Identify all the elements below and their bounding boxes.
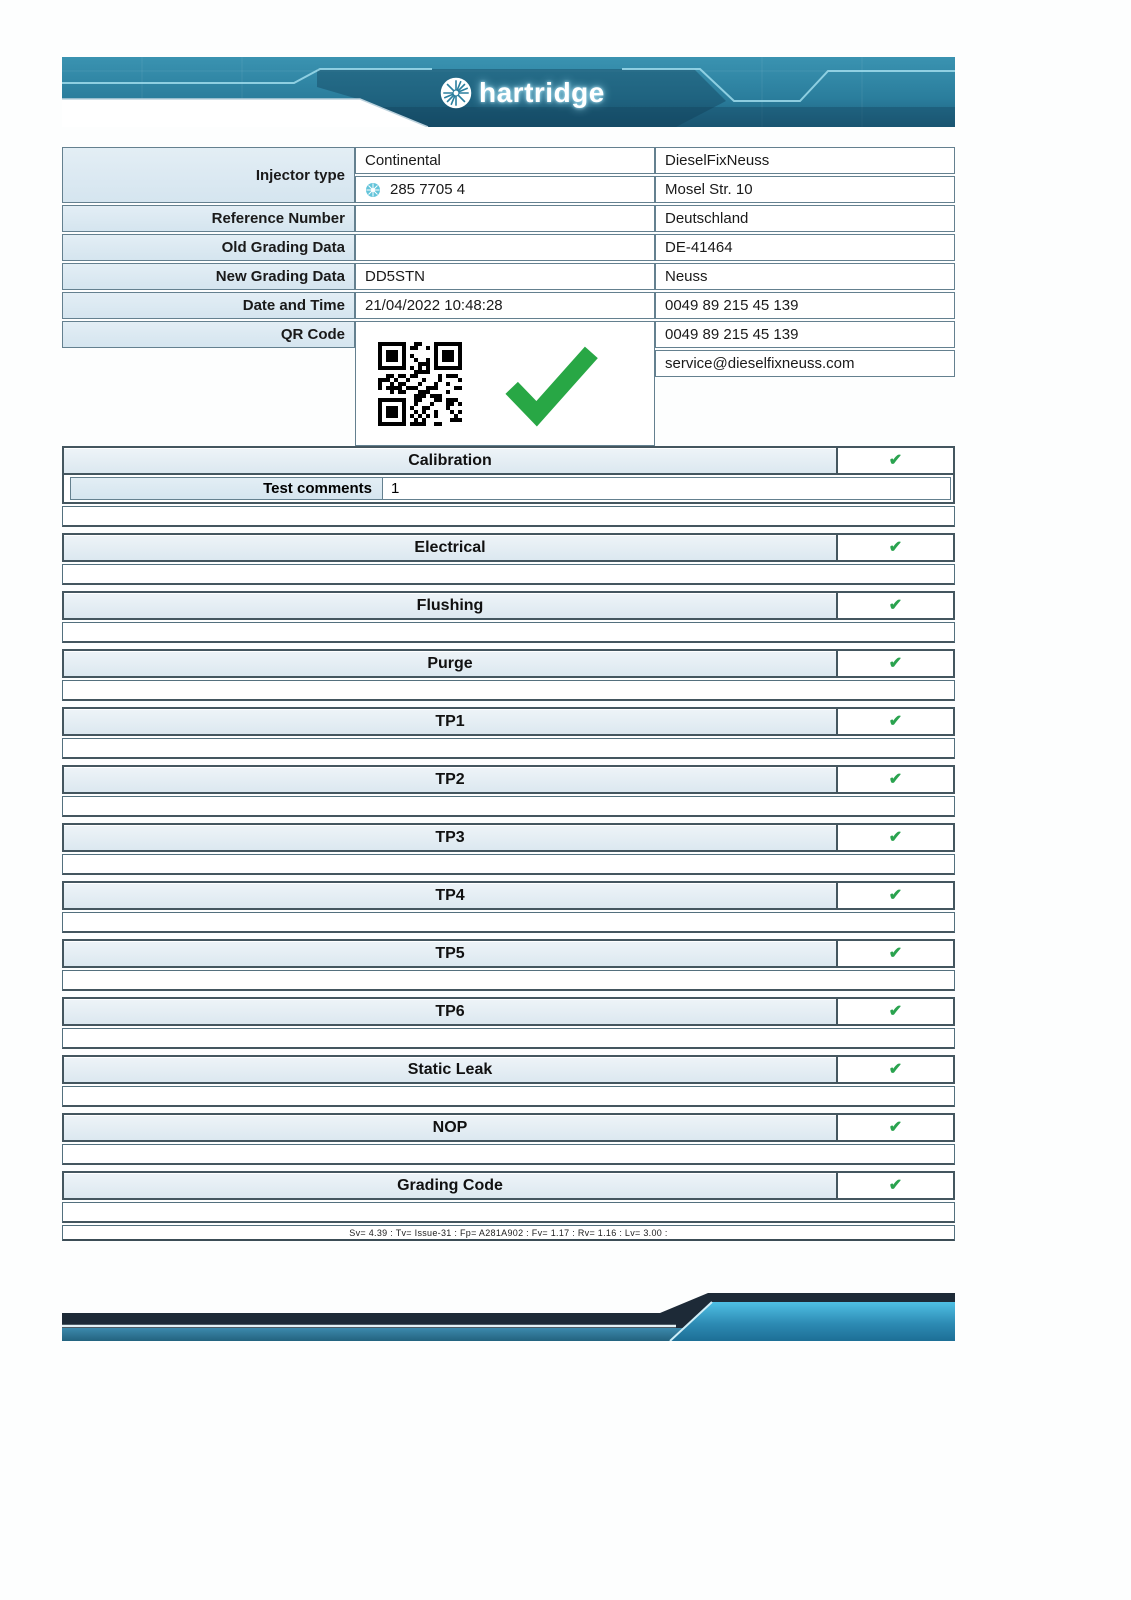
datetime-cell: 21/04/2022 10:48:28 — [355, 292, 655, 319]
info-label-cell: Injector type — [62, 147, 355, 203]
section-title-cell — [64, 709, 838, 734]
check-icon: ✔ — [888, 771, 903, 788]
section-title: Calibration — [408, 452, 492, 469]
section-status-cell — [838, 941, 953, 966]
section-title: TP3 — [435, 829, 465, 846]
test-comments-value: 1 — [383, 477, 951, 500]
check-icon: ✔ — [888, 655, 903, 672]
info-label-cell: QR Code — [62, 321, 355, 348]
section-title-cell — [64, 593, 838, 618]
hartridge-logo — [440, 77, 605, 109]
section-empty-row — [62, 1144, 955, 1165]
injector-number-cell — [355, 176, 655, 203]
test-section — [62, 881, 955, 933]
section-empty-row — [62, 970, 955, 991]
info-value-column — [355, 147, 655, 446]
check-icon: ✔ — [888, 713, 903, 730]
section-status-cell — [838, 767, 953, 792]
injector-make-cell: Continental — [355, 147, 655, 174]
section-title: TP5 — [435, 945, 465, 962]
section-empty-row — [62, 1028, 955, 1049]
section-title-cell — [64, 448, 838, 473]
section-status-cell — [838, 651, 953, 676]
section-status-cell — [838, 1057, 953, 1082]
address-cell: 0049 89 215 45 139 — [655, 292, 955, 319]
section-title: Grading Code — [397, 1177, 503, 1194]
address-cell: Mosel Str. 10 — [655, 176, 955, 203]
check-icon: ✔ — [888, 1061, 903, 1078]
section-header-row — [62, 881, 955, 910]
injector-info-table — [62, 147, 955, 446]
section-empty-row — [62, 854, 955, 875]
report-content — [62, 0, 955, 1341]
section-empty-row — [62, 912, 955, 933]
new-grading-cell: DD5STN — [355, 263, 655, 290]
section-title: TP6 — [435, 1003, 465, 1020]
workshop-address-column — [655, 147, 955, 446]
section-header-row — [62, 707, 955, 736]
big-check-icon — [504, 341, 600, 427]
info-label-column — [62, 147, 355, 446]
section-title-cell — [64, 1115, 838, 1140]
test-section — [62, 1171, 955, 1241]
section-title: TP1 — [435, 713, 465, 730]
section-title: Purge — [427, 655, 473, 672]
section-empty-row — [62, 506, 955, 527]
section-title-cell — [64, 1057, 838, 1082]
section-status-cell — [838, 883, 953, 908]
test-section — [62, 649, 955, 701]
section-title-cell — [64, 825, 838, 850]
address-cell: Neuss — [655, 263, 955, 290]
check-icon: ✔ — [888, 1119, 903, 1136]
test-comments-label: Test comments — [70, 477, 383, 500]
old-grading-cell — [355, 234, 655, 261]
section-status-cell — [838, 1173, 953, 1198]
section-header-row — [62, 823, 955, 852]
test-section — [62, 446, 955, 527]
test-section — [62, 765, 955, 817]
check-icon: ✔ — [888, 945, 903, 962]
section-title: Flushing — [416, 597, 484, 614]
section-empty-row — [62, 796, 955, 817]
footer-banner — [62, 1289, 955, 1341]
section-title-cell — [64, 535, 838, 560]
section-title-cell — [64, 1173, 838, 1198]
section-empty-row — [62, 738, 955, 759]
info-label-cell: Date and Time — [62, 292, 355, 319]
header-banner — [62, 57, 955, 127]
address-cell: DE-41464 — [655, 234, 955, 261]
info-label-cell: Old Grading Data — [62, 234, 355, 261]
section-header-row — [62, 533, 955, 562]
section-status-cell — [838, 709, 953, 734]
test-sections — [62, 446, 955, 1241]
wheel-icon — [440, 77, 472, 109]
section-status-cell — [838, 535, 953, 560]
section-header-row — [62, 1171, 955, 1200]
injector-number: 285 7705 4 — [390, 181, 466, 198]
check-icon: ✔ — [888, 1177, 903, 1194]
qr-code-cell — [355, 321, 655, 446]
section-title: Electrical — [414, 539, 486, 556]
check-icon: ✔ — [888, 539, 903, 556]
check-icon: ✔ — [888, 452, 903, 469]
section-header-row — [62, 939, 955, 968]
test-section — [62, 823, 955, 875]
version-info-row: Sv= 4.39 : Tv= Issue-31 : Fp= A281A902 : Fv= 1.17 : Rv= 1.16 : Lv= 3.00 : — [62, 1225, 955, 1241]
logo-text: hartridge — [479, 77, 605, 108]
address-cell: Deutschland — [655, 205, 955, 232]
section-empty-row — [62, 564, 955, 585]
check-icon: ✔ — [888, 887, 903, 904]
section-header-row — [62, 1055, 955, 1084]
address-cell: DieselFixNeuss — [655, 147, 955, 174]
test-section — [62, 707, 955, 759]
section-empty-row — [62, 1202, 955, 1223]
wheel-icon — [365, 182, 381, 198]
section-status-cell — [838, 593, 953, 618]
section-title: NOP — [432, 1119, 468, 1136]
section-header-row — [62, 765, 955, 794]
test-section — [62, 533, 955, 585]
test-comments-row — [62, 475, 955, 504]
section-empty-row — [62, 1086, 955, 1107]
check-icon: ✔ — [888, 1003, 903, 1020]
test-section — [62, 997, 955, 1049]
section-title-cell — [64, 651, 838, 676]
section-title: Static Leak — [407, 1061, 493, 1078]
test-section — [62, 591, 955, 643]
test-section — [62, 939, 955, 991]
section-header-row — [62, 997, 955, 1026]
section-empty-row — [62, 622, 955, 643]
footer-banner-graphic — [62, 1289, 955, 1341]
section-title-cell — [64, 767, 838, 792]
check-icon: ✔ — [888, 597, 903, 614]
section-status-cell — [838, 825, 953, 850]
test-section — [62, 1055, 955, 1107]
section-title-cell — [64, 883, 838, 908]
qr-code — [374, 338, 466, 430]
section-status-cell — [838, 448, 953, 473]
section-title: TP2 — [435, 771, 465, 788]
section-header-row — [62, 1113, 955, 1142]
section-header-row — [62, 591, 955, 620]
info-label-cell: Reference Number — [62, 205, 355, 232]
address-cell: service@dieselfixneuss.com — [655, 350, 955, 377]
section-status-cell — [838, 1115, 953, 1140]
section-empty-row — [62, 680, 955, 701]
section-title: TP4 — [435, 887, 465, 904]
info-label-cell: New Grading Data — [62, 263, 355, 290]
address-cell: 0049 89 215 45 139 — [655, 321, 955, 348]
section-title-cell — [64, 999, 838, 1024]
test-section — [62, 1113, 955, 1165]
section-title-cell — [64, 941, 838, 966]
section-header-row — [62, 649, 955, 678]
reference-number-cell — [355, 205, 655, 232]
check-icon: ✔ — [888, 829, 903, 846]
section-header-row — [62, 446, 955, 475]
section-status-cell — [838, 999, 953, 1024]
